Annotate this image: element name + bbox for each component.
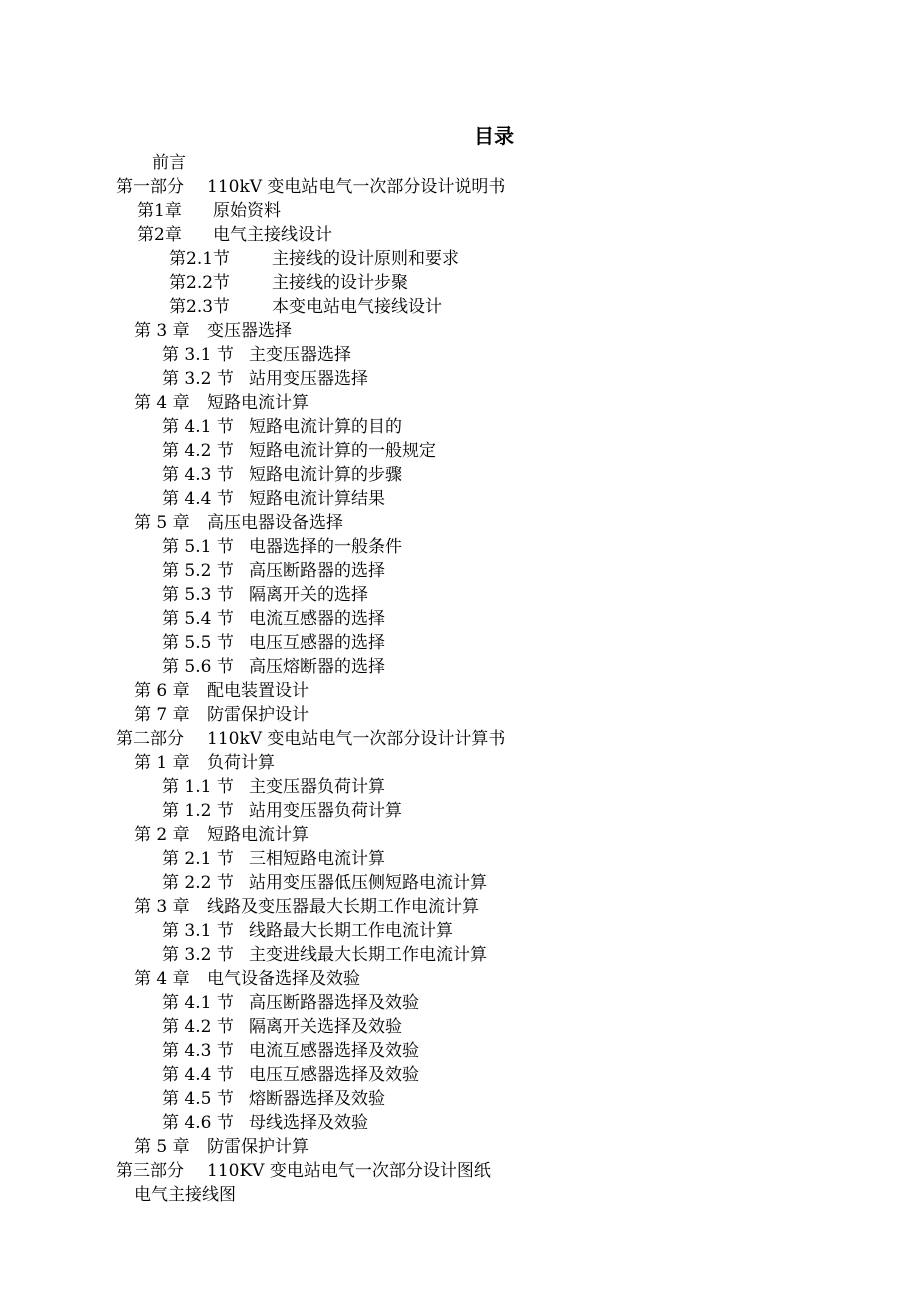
- toc-entry-title: 母线选择及效验: [249, 1113, 368, 1133]
- toc-entry-number: 第 4.4 节: [162, 1065, 234, 1085]
- toc-entry-title: 短路电流计算: [207, 393, 309, 413]
- toc-entry-number: 第三部分: [116, 1161, 184, 1181]
- toc-entry-title: 电气主接线设计: [213, 225, 332, 245]
- toc-entry-title: 前言: [152, 153, 186, 173]
- toc-entry-title: 电压互感器的选择: [249, 633, 385, 653]
- toc-entry-number: 第 4.1 节: [162, 993, 234, 1013]
- toc-entry-title: 110kV 变电站电气一次部分设计计算书: [207, 729, 506, 749]
- toc-entry-title: 主变压器负荷计算: [249, 777, 385, 797]
- toc-entry-title: 站用变压器低压侧短路电流计算: [249, 873, 487, 893]
- toc-entry-title: 110kV 变电站电气一次部分设计说明书: [207, 177, 506, 197]
- toc-entry-number: 第 4.1 节: [162, 417, 234, 437]
- toc-entry-title: 高压电器设备选择: [207, 513, 343, 533]
- toc-entry-number: 第 5.3 节: [162, 585, 234, 605]
- toc-entry-number: 第 3 章: [134, 321, 190, 341]
- toc-entry-title: 防雷保护设计: [207, 705, 309, 725]
- toc-entry-number: 第 2 章: [134, 825, 190, 845]
- toc-entry-number: 第 3.1 节: [162, 345, 234, 365]
- toc-entry-title: 配电装置设计: [207, 681, 309, 701]
- toc-entry-number: 第一部分: [116, 177, 184, 197]
- toc-entry-title: 三相短路电流计算: [249, 849, 385, 869]
- toc-entry-title: 短路电流计算的目的: [249, 417, 402, 437]
- toc-entry-number: 第 5.5 节: [162, 633, 234, 653]
- toc-entry-title: 短路电流计算: [207, 825, 309, 845]
- toc-entry-title: 110KV 变电站电气一次部分设计图纸: [207, 1161, 491, 1181]
- toc-entry-title: 主接线的设计原则和要求: [272, 249, 459, 269]
- toc-entry-title: 熔断器选择及效验: [249, 1089, 385, 1109]
- toc-entry-title: 高压断路器选择及效验: [249, 993, 419, 1013]
- toc-entry-number: 第 5.4 节: [162, 609, 234, 629]
- toc-entry-number: 第 4.3 节: [162, 1041, 234, 1061]
- toc-entry-title: 高压断路器的选择: [249, 561, 385, 581]
- toc-entry-title: 变压器选择: [207, 321, 292, 341]
- toc-entry-title: 主接线的设计步聚: [272, 273, 408, 293]
- toc-entry-number: 第 5.1 节: [162, 537, 234, 557]
- toc-entry-title: 短路电流计算结果: [249, 489, 385, 509]
- toc-entry-title: 主变进线最大长期工作电流计算: [249, 945, 487, 965]
- toc-entry-number: 第 1 章: [134, 753, 190, 773]
- toc-entry-title: 电流互感器的选择: [249, 609, 385, 629]
- toc-entry-title: 本变电站电气接线设计: [272, 297, 442, 317]
- toc-entry-title: 线路最大长期工作电流计算: [249, 921, 453, 941]
- toc-entry-number: 第 5.2 节: [162, 561, 234, 581]
- toc-entry-number: 第 6 章: [134, 681, 190, 701]
- toc-entry-title: 站用变压器负荷计算: [249, 801, 402, 821]
- toc-entry-number: 第2.2节: [169, 273, 231, 293]
- toc-entry-number: 第 4 章: [134, 969, 190, 989]
- toc-entry-title: 电流互感器选择及效验: [249, 1041, 419, 1061]
- toc-entry-number: 第 3.1 节: [162, 921, 234, 941]
- toc-entry-number: 第 3.2 节: [162, 369, 234, 389]
- toc-entry-number: 第 4.5 节: [162, 1089, 234, 1109]
- toc-entry-title: 站用变压器选择: [249, 369, 368, 389]
- toc-entry-number: 第 2.2 节: [162, 873, 234, 893]
- toc-entry-title: 负荷计算: [207, 753, 275, 773]
- toc-entry-number: 第1章: [137, 201, 182, 221]
- toc-entry-title: 防雷保护计算: [207, 1137, 309, 1157]
- toc-entry-number: 第 5 章: [134, 513, 190, 533]
- toc-entry-title: 高压熔断器的选择: [249, 657, 385, 677]
- toc-entry-title: 短路电流计算的一般规定: [249, 441, 436, 461]
- toc-entry-number: 第 1.2 节: [162, 801, 234, 821]
- toc-entry-title: 主变压器选择: [249, 345, 351, 365]
- toc-entry-number: 第 5.6 节: [162, 657, 234, 677]
- toc-entry-number: 第 3 章: [134, 897, 190, 917]
- toc-entry-number: 第2.3节: [169, 297, 231, 317]
- toc-entry-number: 第 5 章: [134, 1137, 190, 1157]
- toc-entry-number: 第 4.2 节: [162, 1017, 234, 1037]
- toc-entry-number: 第2章: [137, 225, 182, 245]
- toc-entry-title: 短路电流计算的步骤: [249, 465, 402, 485]
- toc-entry-title: 电气设备选择及效验: [207, 969, 360, 989]
- toc-entry-number: 第二部分: [116, 729, 184, 749]
- toc-entry-title: 电气主接线图: [134, 1185, 236, 1205]
- toc-entry-number: 第 3.2 节: [162, 945, 234, 965]
- toc-entry-number: 第2.1节: [169, 249, 231, 269]
- toc-entry-number: 第 4.6 节: [162, 1113, 234, 1133]
- toc-entry-number: 第 4 章: [134, 393, 190, 413]
- toc-entry-title: 隔离开关的选择: [249, 585, 368, 605]
- toc-entry-title: 线路及变压器最大长期工作电流计算: [207, 897, 479, 917]
- toc-entry-number: 第 7 章: [134, 705, 190, 725]
- toc-entry-number: 第 4.3 节: [162, 465, 234, 485]
- toc-entry-title: 原始资料: [213, 201, 281, 221]
- toc-entry-title: 电器选择的一般条件: [249, 537, 402, 557]
- toc-entry-title: 电压互感器选择及效验: [249, 1065, 419, 1085]
- toc-entry-number: 第 2.1 节: [162, 849, 234, 869]
- toc-entry-title: 隔离开关选择及效验: [249, 1017, 402, 1037]
- toc-entry-number: 第 4.4 节: [162, 489, 234, 509]
- toc-entry-number: 第 1.1 节: [162, 777, 234, 797]
- toc-title: 目录: [474, 124, 514, 148]
- toc-entry-number: 第 4.2 节: [162, 441, 234, 461]
